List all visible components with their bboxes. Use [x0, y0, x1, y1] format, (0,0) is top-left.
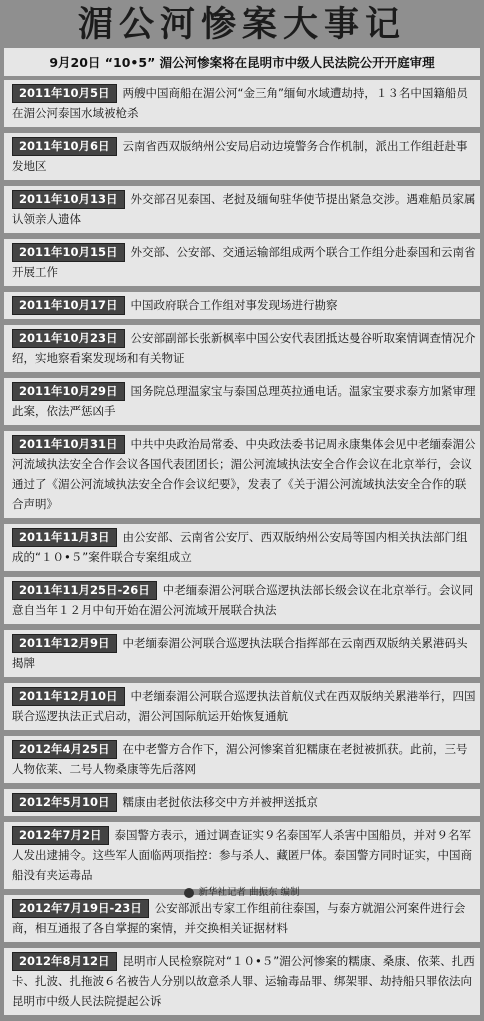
event-text: 中国政府联合工作组对事发现场进行勘察 — [130, 298, 338, 312]
event-item — [4, 378, 480, 425]
event-item — [4, 80, 480, 127]
event-item — [4, 895, 480, 942]
event-date: 2011年10月5日 — [12, 84, 117, 103]
event-text: 云南省西双版纳州公安局启动边境警务合作机制，派出工作组赶赴事发地区 — [12, 139, 468, 173]
event-date: 2011年10月17日 — [12, 296, 125, 315]
event-item — [4, 186, 480, 233]
event-date: 2012年5月10日 — [12, 793, 117, 812]
event-text: 公安部派出专家工作组前往泰国，与泰方就湄公河案件进行会商，相互通报了各自掌握的案情，并交换相关证据材料 — [12, 901, 466, 935]
event-item — [4, 789, 480, 816]
title-band — [4, 0, 480, 44]
event-text: 中老缅泰湄公河联合巡逻执法部长级会议在北京举行。会议同意自当年１２月中旬开始在湄公河流域开展联合执法 — [12, 583, 474, 617]
event-date: 2011年10月29日 — [12, 382, 125, 401]
event-text: 中老缅泰湄公河联合巡逻执法首航仪式在西双版纳关累港举行，四国联合巡逻执法正式启动，湄公河国际航运开始恢复通航 — [12, 689, 476, 723]
event-text: 公安部副部长张新枫率中国公安代表团抵达曼谷听取案情调查情况介绍，实地察看案发现场和有关物证 — [12, 331, 476, 365]
event-text: 昆明市人民检察院对“１０•５”湄公河惨案的糯康、桑康、依莱、扎西卡、扎波、扎拖波６名被告人分别以故意杀人罪、运输毒品罪、绑架罪、劫持船只罪依法向昆明市中级人民法院提起公诉 — [12, 954, 475, 1008]
event-date: 2011年10月31日 — [12, 435, 125, 454]
event-item — [4, 577, 480, 624]
event-date: 2011年11月25日-26日 — [12, 581, 157, 600]
event-item — [4, 822, 480, 889]
event-text: 中共中央政治局常委、中央政法委书记周永康集体会见中老缅泰湄公河流域执法安全合作会议各国代表团团长；湄公河流域执法安全合作会议在北京举行，会议通过了《湄公河流域执法安全合作会议纪要》，发表了《关于湄公河流域执法安全合作的联合声明》 — [12, 437, 476, 511]
event-date: 2011年10月6日 — [12, 137, 117, 156]
event-date: 2012年8月12日 — [12, 952, 117, 971]
event-text: 由公安部、云南省公安厅、西双版纳州公安局等国内相关执法部门组成的“１０•５”案件联合专案组成立 — [12, 530, 468, 564]
event-date: 2012年7月19日-23日 — [12, 899, 149, 918]
event-date: 2011年11月3日 — [12, 528, 117, 547]
event-date: 2012年4月25日 — [12, 740, 117, 759]
event-date: 2011年10月13日 — [12, 190, 125, 209]
page-title: 湄公河惨案大事记 — [77, 4, 406, 45]
event-text: 外交部召见泰国、老挝及缅甸驻华使节提出紧急交涉。遇难船员家属认领亲人遗体 — [12, 192, 476, 226]
event-item — [4, 524, 480, 571]
event-date: 2012年7月2日 — [12, 826, 109, 845]
event-text: 两艘中国商船在湄公河“金三角”缅甸水域遭劫持，１３名中国籍船员在湄公河泰国水域被枪杀 — [12, 86, 468, 120]
event-date: 2011年12月9日 — [12, 634, 117, 653]
event-item — [4, 239, 480, 286]
event-item — [4, 292, 480, 319]
event-date: 2011年10月15日 — [12, 243, 125, 262]
event-text: 中老缅泰湄公河联合巡逻执法联合指挥部在云南西双版纳关累港码头揭牌 — [12, 636, 468, 670]
event-text: 糯康由老挝依法移交中方并被押送抵京 — [122, 795, 319, 809]
event-item — [4, 683, 480, 730]
event-item — [4, 431, 480, 518]
event-text: 外交部、公安部、交通运输部组成两个联合工作组分赴泰国和云南省开展工作 — [12, 245, 476, 279]
subtitle: 9月20日 “10•5” 湄公河惨案将在昆明市中级人民法院公开开庭审理 — [4, 48, 480, 76]
event-item — [4, 948, 480, 1015]
event-item — [4, 325, 480, 372]
event-list — [4, 80, 480, 1021]
event-item — [4, 630, 480, 677]
event-date: 2011年10月23日 — [12, 329, 125, 348]
event-text: 国务院总理温家宝与泰国总理英拉通电话。温家宝要求泰方加紧审理此案，依法严惩凶手 — [12, 384, 476, 418]
xinhua-logo-icon — [184, 888, 194, 898]
event-item — [4, 133, 480, 180]
credit-text: 新华社记者 曲振东 编制 — [198, 887, 300, 898]
event-date: 2011年12月10日 — [12, 687, 125, 706]
event-item — [4, 736, 480, 783]
event-text: 在中老警方合作下，湄公河惨案首犯糯康在老挝被抓获。此前，三号人物依莱、二号人物桑康等先后落网 — [12, 742, 468, 776]
credit-line — [0, 884, 484, 898]
event-text: 泰国警方表示，通过调查证实９名泰国军人杀害中国船员，并对９名军人发出逮捕令。这些军人面临两项指控：参与杀人、藏匿尸体。泰国警方同时证实，中国商船没有夹运毒品 — [12, 828, 472, 882]
